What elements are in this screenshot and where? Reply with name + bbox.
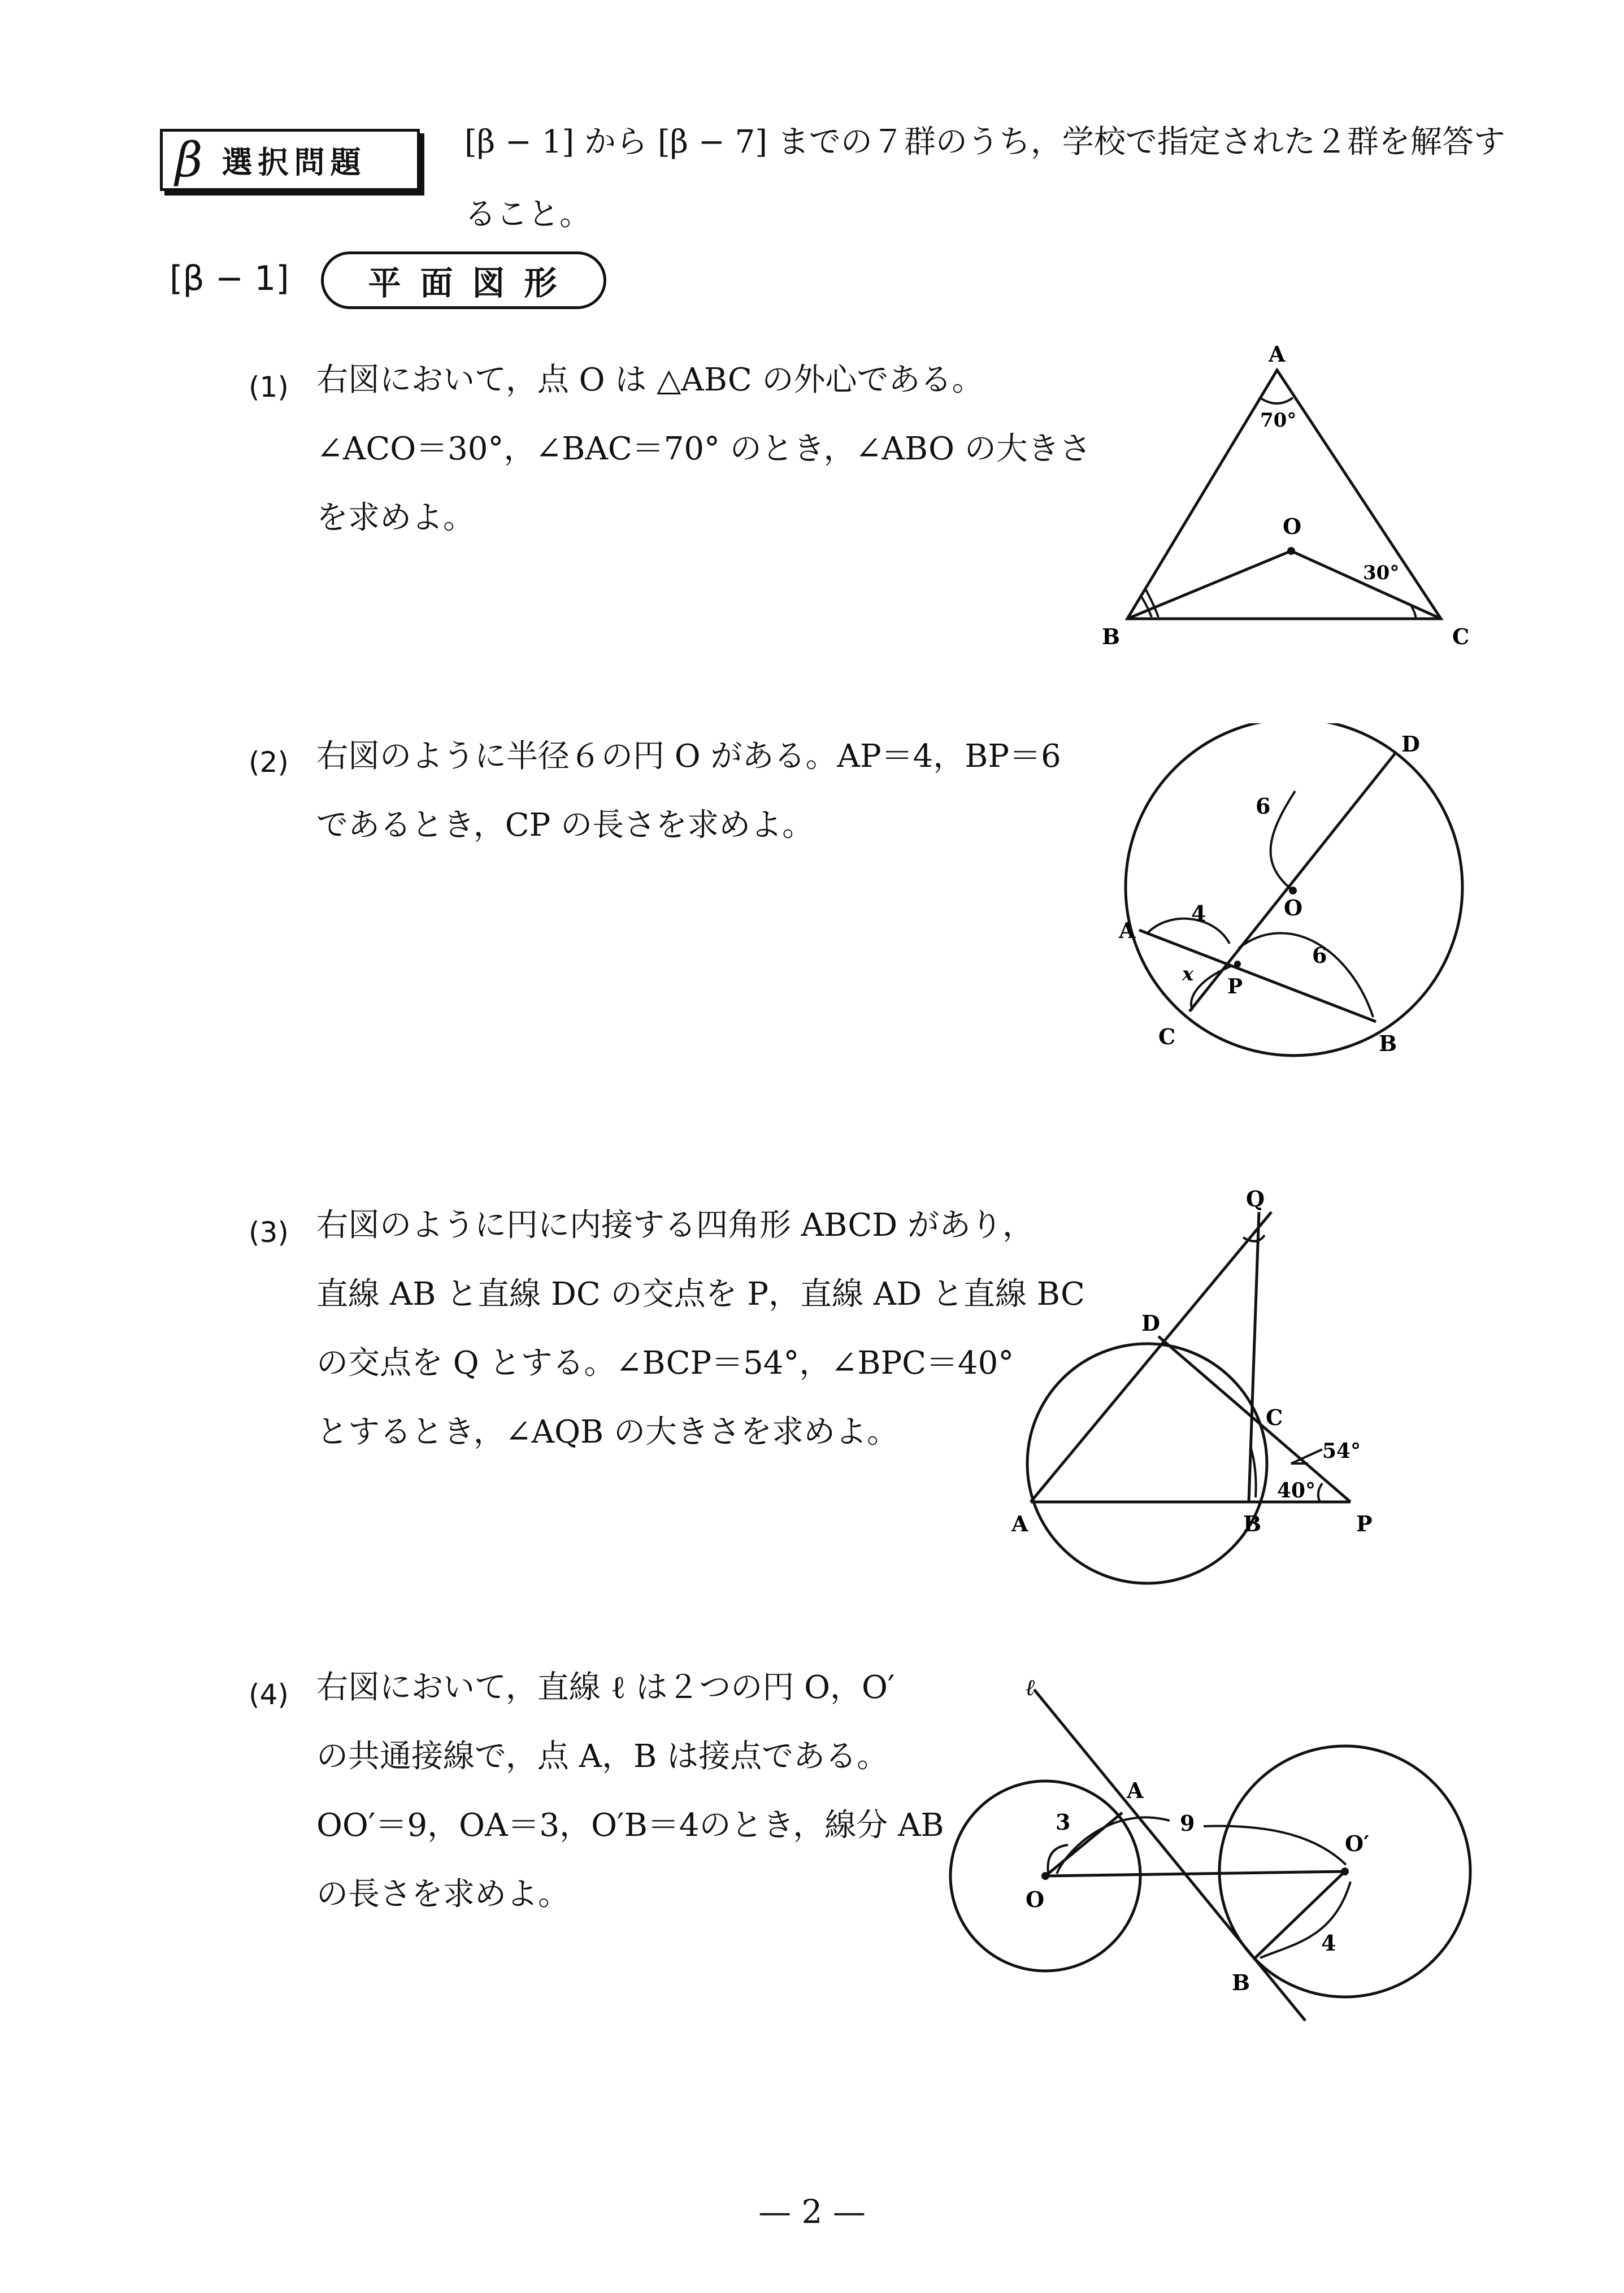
label-c: C bbox=[1266, 1405, 1283, 1430]
label-a: A bbox=[1119, 918, 1136, 943]
oo-prime-value: 9 bbox=[1180, 1810, 1195, 1836]
question-4-line: 右図において，直線 ℓ は２つの円 O，O′ bbox=[316, 1669, 895, 1706]
dimension-o-prime-b-arc bbox=[1260, 1882, 1351, 1958]
radius-dimension-arc bbox=[1271, 791, 1295, 891]
angle-bcp-value: 54° bbox=[1322, 1439, 1361, 1463]
figure-1-triangle bbox=[1091, 339, 1497, 667]
angle-c-value: 30° bbox=[1363, 562, 1400, 584]
label-a: A bbox=[1269, 341, 1286, 367]
label-o-prime: O′ bbox=[1345, 1831, 1370, 1856]
label-b: B bbox=[1379, 1031, 1397, 1056]
oa-value: 3 bbox=[1056, 1809, 1071, 1835]
subsection-title: 平面図形 bbox=[321, 251, 606, 309]
bp-value: 6 bbox=[1312, 943, 1327, 968]
label-a: A bbox=[1127, 1778, 1144, 1803]
question-4-line: の共通接線で，点 A，B は接点である。 bbox=[316, 1738, 889, 1775]
question-1-line: ∠ACO＝30°，∠BAC＝70° のとき，∠ABO の大きさ bbox=[316, 431, 1091, 467]
radius-value: 6 bbox=[1256, 793, 1271, 819]
chord-cd bbox=[1189, 753, 1396, 1011]
question-2-text bbox=[316, 722, 1108, 860]
label-b: B bbox=[1243, 1511, 1262, 1536]
question-3-line: とするとき，∠AQB の大きさを求めよ。 bbox=[316, 1414, 898, 1451]
question-2-line: 右図のように半径６の円 O がある。AP＝4，BP＝6 bbox=[316, 738, 1061, 775]
angle-q-arc bbox=[1243, 1235, 1265, 1241]
question-2-number: (2) bbox=[249, 746, 289, 779]
line-ad-q bbox=[1031, 1212, 1271, 1502]
question-2-line: であるとき，CP の長さを求めよ。 bbox=[316, 807, 814, 844]
angle-bpc-arc bbox=[1318, 1483, 1322, 1502]
label-o: O bbox=[1283, 514, 1302, 539]
question-1-line: を求めよ。 bbox=[316, 500, 475, 536]
figure-3-cyclic-quadrilateral bbox=[1006, 1181, 1435, 1599]
segment-oo-prime bbox=[1045, 1871, 1345, 1876]
question-1-line: 右図において，点 O は △ABC の外心である。 bbox=[316, 362, 984, 398]
question-4-number: (4) bbox=[249, 1678, 289, 1711]
label-a: A bbox=[1011, 1511, 1028, 1536]
label-p: P bbox=[1356, 1511, 1373, 1536]
question-4-line: の長さを求めよ。 bbox=[316, 1876, 570, 1913]
cp-unknown: x bbox=[1182, 963, 1194, 985]
point-o-prime bbox=[1341, 1868, 1349, 1875]
label-o: O bbox=[1026, 1887, 1045, 1912]
point-o bbox=[1289, 887, 1297, 894]
question-3-number: (3) bbox=[249, 1216, 289, 1249]
label-l: ℓ bbox=[1026, 1678, 1036, 1701]
point-o bbox=[1287, 547, 1295, 555]
label-d: D bbox=[1141, 1310, 1160, 1336]
question-1-text bbox=[316, 346, 1108, 553]
angle-a-value: 70° bbox=[1260, 409, 1297, 432]
segment-bo bbox=[1127, 551, 1291, 619]
section-instructions: [β − 1] から [β − 7] までの７群のうち，学校で指定された２群を解答すること。 bbox=[464, 124, 1505, 233]
label-p: P bbox=[1227, 975, 1243, 998]
angle-a-arc bbox=[1260, 398, 1293, 403]
label-d: D bbox=[1401, 731, 1420, 757]
page-number: — 2 — bbox=[758, 2192, 866, 2231]
ap-value: 4 bbox=[1191, 901, 1206, 926]
question-1-number: (1) bbox=[249, 371, 289, 403]
point-p bbox=[1234, 961, 1241, 967]
section-label-box bbox=[160, 129, 420, 191]
point-o bbox=[1041, 1872, 1049, 1880]
label-b: B bbox=[1102, 624, 1121, 649]
label-c: C bbox=[1158, 1024, 1176, 1049]
dimension-oo-prime-arc-left bbox=[1057, 1817, 1170, 1874]
angle-b-arc-outer bbox=[1146, 590, 1158, 617]
section-symbol: β bbox=[175, 132, 203, 188]
question-3-line: 右図のように円に内接する四角形 ABCD があり， bbox=[316, 1207, 1034, 1244]
label-b: B bbox=[1232, 1970, 1250, 1995]
figure-4-two-circles bbox=[932, 1678, 1497, 2029]
section-label: 選択問題 bbox=[222, 144, 367, 180]
o-prime-b-value: 4 bbox=[1321, 1930, 1336, 1956]
question-3-line: の交点を Q とする。∠BCP＝54°，∠BPC＝40° bbox=[316, 1345, 1014, 1382]
label-c: C bbox=[1452, 624, 1470, 649]
figure-2-circle bbox=[1096, 723, 1480, 1074]
label-o: O bbox=[1284, 895, 1303, 920]
question-4-line: OO′＝9，OA＝3，O′B＝4のとき，線分 AB bbox=[316, 1807, 944, 1844]
question-3-line: 直線 AB と直線 DC の交点を P，直線 AD と直線 BC bbox=[316, 1276, 1085, 1313]
label-q: Q bbox=[1246, 1186, 1265, 1211]
angle-bpc-value: 40° bbox=[1277, 1479, 1316, 1502]
subsection-tag: [β − 1] bbox=[170, 259, 289, 298]
question-3-text bbox=[316, 1191, 1119, 1467]
tangent-line-l bbox=[1034, 1690, 1305, 2021]
ap-dimension-arc bbox=[1147, 919, 1230, 944]
